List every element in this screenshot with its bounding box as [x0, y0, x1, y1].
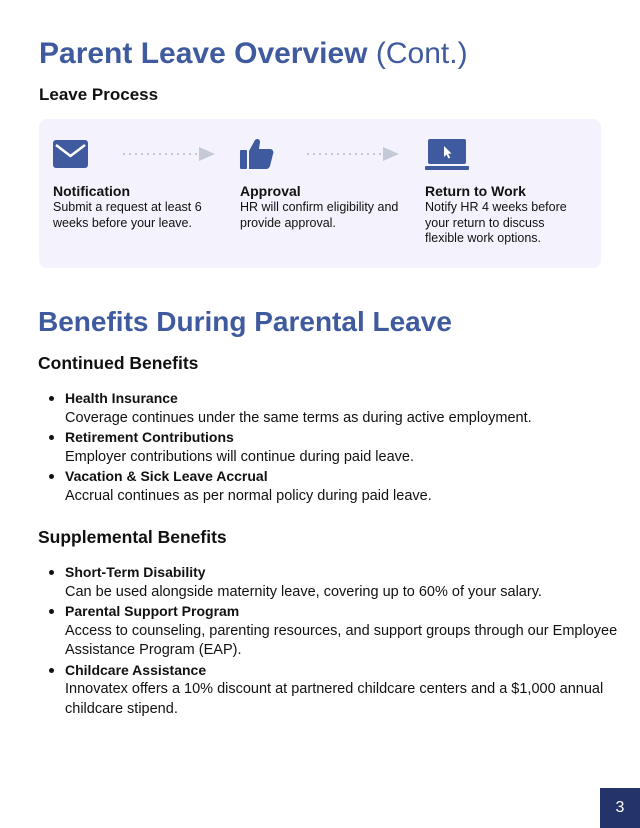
benefit-name: Short-Term Disability [65, 564, 206, 580]
list-item [65, 467, 625, 506]
list-item [65, 661, 625, 720]
benefit-name: Vacation & Sick Leave Accrual [65, 468, 268, 484]
benefit-name: Health Insurance [65, 390, 178, 406]
arrow-icon [307, 146, 399, 162]
benefits-section-title: Benefits During Parental Leave [38, 306, 452, 337]
envelope-icon [53, 140, 88, 168]
step-title: Approval [240, 183, 301, 199]
process-step-return-to-work [425, 183, 585, 247]
benefit-description: Innovatex offers a 10% discount at partnered childcare centers and a $1,000 annual childcare stipend. [65, 681, 604, 717]
step-description: Notify HR 4 weeks before your return to discuss flexible work options. [425, 200, 567, 245]
list-item [65, 428, 625, 467]
process-step-notification [53, 183, 233, 231]
benefit-name: Retirement Contributions [65, 429, 234, 445]
step-title: Notification [53, 183, 130, 199]
step-title: Return to Work [425, 183, 526, 199]
supplemental-benefits-list [38, 563, 625, 719]
continued-benefits-list [38, 389, 625, 506]
process-step-approval [240, 183, 410, 231]
list-item [65, 602, 625, 661]
benefit-name: Childcare Assistance [65, 661, 207, 678]
step-description: Submit a request at least 6 weeks before your leave. [53, 200, 202, 230]
page-title [39, 34, 468, 74]
leave-process-heading: Leave Process [39, 85, 159, 104]
supplemental-benefits-heading: Supplemental Benefits [38, 527, 227, 547]
laptop-cursor-icon [425, 139, 469, 170]
page-number-badge: 3 [600, 788, 640, 828]
continued-benefits-heading: Continued Benefits [38, 353, 199, 373]
benefit-description: Accrual continues as per normal policy during paid leave. [65, 487, 432, 504]
arrow-icon [123, 146, 215, 162]
benefit-description: Access to counseling, parenting resources, and support groups through our Employee Assistance Program (EAP). [65, 622, 618, 658]
page-title-suffix: (Cont.) [375, 37, 468, 70]
page-title-main: Parent Leave Overview [39, 37, 368, 70]
thumbs-up-icon [240, 138, 274, 170]
list-item [65, 389, 625, 428]
benefit-description: Coverage continues under the same terms as during active employment. [65, 409, 532, 426]
benefit-name: Parental Support Program [65, 603, 240, 619]
benefit-description: Can be used alongside maternity leave, covering up to 60% of your salary. [65, 583, 542, 600]
benefit-description: Employer contributions will continue during paid leave. [65, 448, 414, 465]
list-item [65, 563, 625, 602]
step-description: HR will confirm eligibility and provide approval. [240, 200, 399, 230]
